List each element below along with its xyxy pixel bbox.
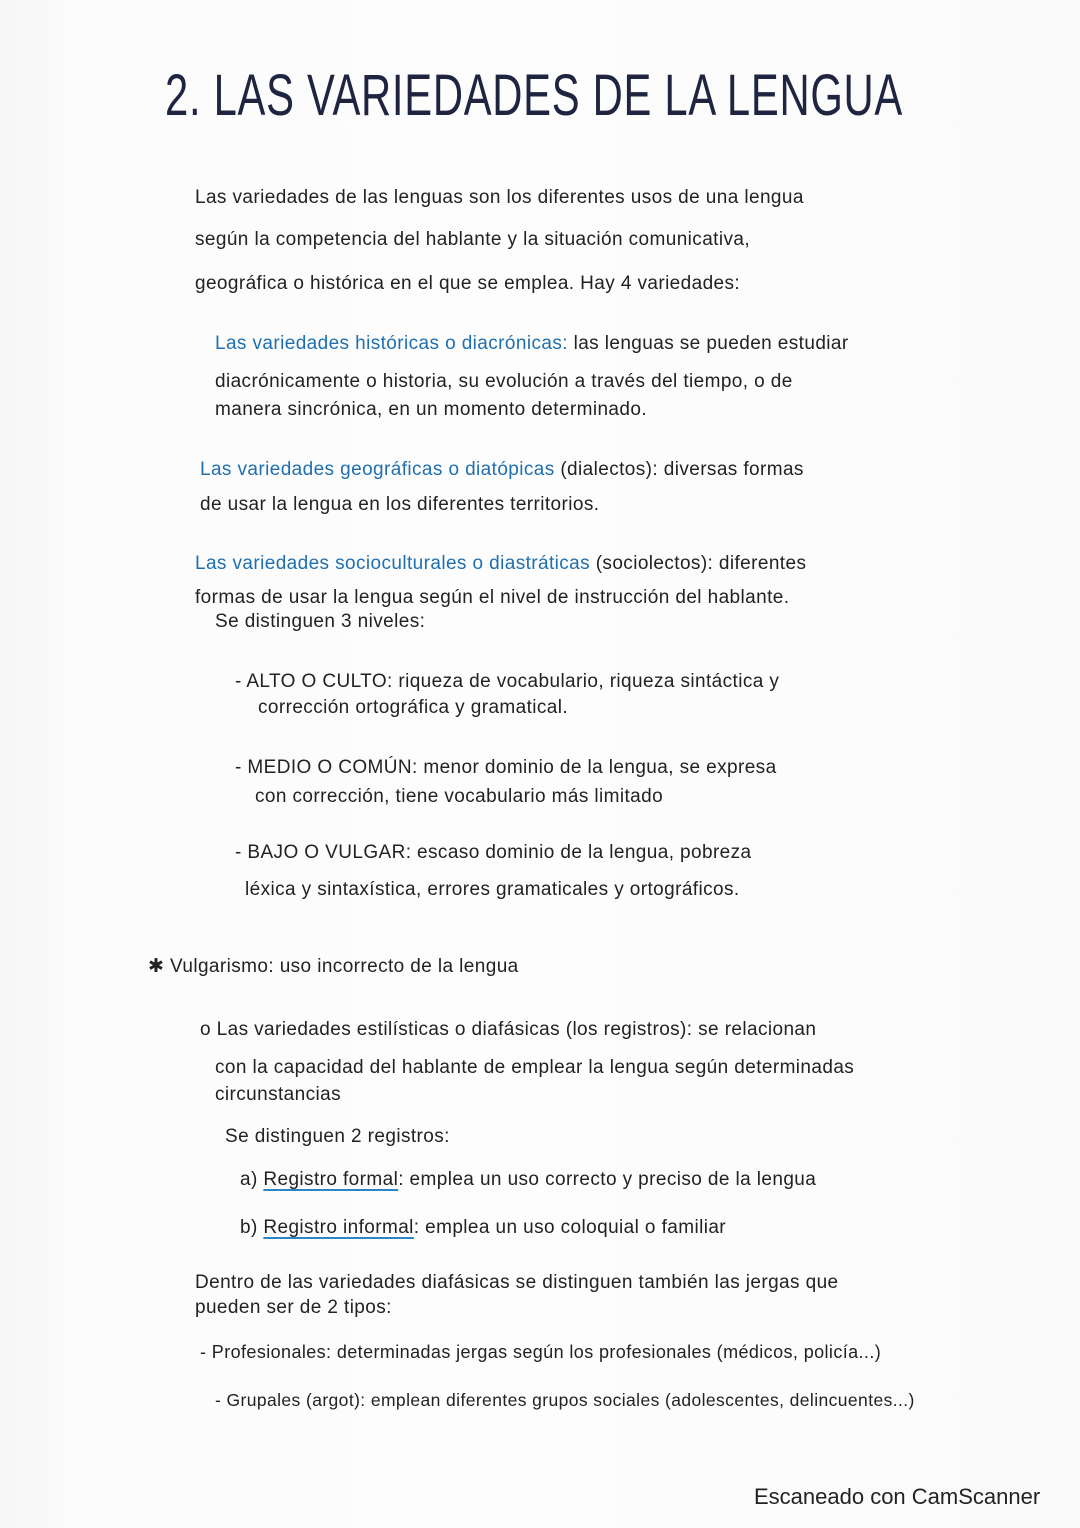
estilisticas-line: circunstancias [215,1084,341,1105]
registro-text: : emplea un uso coloquial o familiar [413,1217,727,1238]
registro-name: Registro informal [263,1217,414,1238]
socioculturales-line: Se distinguen 3 niveles: [215,611,426,632]
jergas-line: pueden ser de 2 tipos: [195,1297,392,1318]
registro-formal [240,1168,816,1192]
socioculturales-heading: Las variedades socioculturales o diastráticas [195,553,591,574]
jergas-line: Dentro de las variedades diafásicas se distinguen también las jergas que [195,1272,839,1293]
intro-line: Las variedades de las lenguas son los diferentes usos de una lengua [195,187,804,208]
nivel-alto: - ALTO O CULTO: riqueza de vocabulario, riqueza sintáctica y [235,671,780,692]
geograficas-line: de usar la lengua en los diferentes territorios. [200,494,600,515]
estilisticas-line: con la capacidad del hablante de emplear la lengua según determinadas [215,1057,855,1078]
historicas-line: diacrónicamente o historia, su evolución a través del tiempo, o de [215,371,793,392]
socioculturales-line: formas de usar la lengua según el nivel de instrucción del hablante. [195,587,790,608]
nivel-medio: con corrección, tiene vocabulario más limitado [255,786,664,807]
geograficas-line [200,458,804,482]
registro-label: a) [240,1169,264,1190]
intro-line: según la competencia del hablante y la situación comunicativa, [195,229,751,250]
historicas-line: manera sincrónica, en un momento determinado. [215,399,648,420]
estilisticas-line: Se distinguen 2 registros: [225,1126,450,1147]
jerga-grupales: - Grupales (argot): emplean diferentes grupos sociales (adolescentes, delincuentes...) [215,1390,915,1410]
registro-informal [240,1216,726,1240]
nivel-bajo: léxica y sintaxística, errores gramaticales y ortográficos. [245,879,740,900]
historicas-heading: Las variedades históricas o diacrónicas: [215,333,568,354]
registro-text: : emplea un uso correcto y preciso de la lengua [398,1169,817,1190]
nivel-medio: - MEDIO O COMÚN: menor dominio de la lengua, se expresa [235,757,777,778]
geograficas-text: (dialectos): diversas formas [554,459,804,480]
historicas-line [215,332,849,356]
socioculturales-line [195,552,806,576]
registro-label: b) [240,1217,264,1238]
registro-name: Registro formal [263,1169,399,1190]
vulgarismo-note: ✱ Vulgarismo: uso incorrecto de la lengua [148,956,519,977]
historicas-text: las lenguas se pueden estudiar [567,333,849,354]
nivel-bajo: - BAJO O VULGAR: escaso dominio de la lengua, pobreza [235,842,752,863]
geograficas-heading: Las variedades geográficas o diatópicas [200,459,555,480]
nivel-alto: corrección ortográfica y gramatical. [258,697,569,718]
camscanner-watermark: Escaneado con CamScanner [754,1484,1041,1509]
jerga-profesionales: - Profesionales: determinadas jergas según los profesionales (médicos, policía...) [200,1342,882,1362]
intro-line: geográfica o histórica en el que se emplea. Hay 4 variedades: [195,273,741,294]
estilisticas-line: o Las variedades estilísticas o diafásicas (los registros): se relacionan [200,1019,817,1040]
page-title: 2. LAS VARIEDADES DE LA LENGUA [165,63,903,128]
socioculturales-text: (sociolectos): diferentes [590,553,807,574]
